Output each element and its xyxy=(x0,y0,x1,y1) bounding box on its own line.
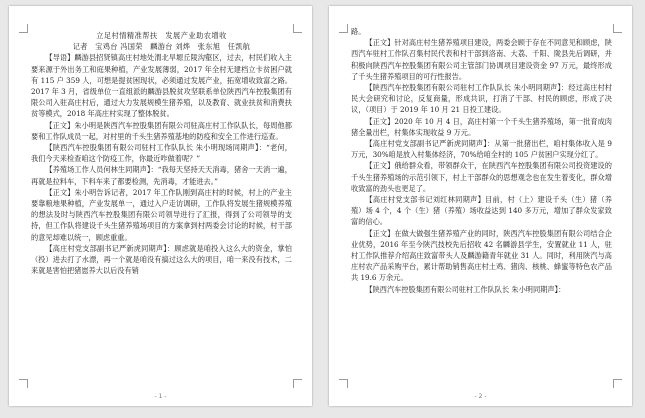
page-corner-mark xyxy=(613,24,622,33)
paragraph: 【正文】2020 年 10 月 4 日，高庄村第一个千头生猪养殖场，第一批育成肉猪全量出栏，村集体实现收益 9 万元。 xyxy=(351,116,612,137)
page-number: - 1 - xyxy=(154,393,167,400)
page-corner-mark xyxy=(613,379,622,388)
paragraph: 【高庄村党支部副书记严新虎同期声】：顾虑就是咱投入这么大的资金，掌怕（投）进去打了水漂，再一个就是咱没有搞过这么大的项目，咱一来没有技术，二来就是害怕把猪崽养大以后没有销 xyxy=(31,243,292,276)
paragraph: 【陕西汽车控股集团有限公司驻村工作队队长 朱小明现场同期声】：“老何，我们今天来检查咱这个防疫工作，你最近咋做着呢？” xyxy=(31,143,292,164)
paragraph: 【正文】针对高庄村生猪养殖项目建设，两委会顾于存在不同意见和顾虑，陕西汽车驻村工作队召集村民代表和村干部到洛南、大荔、千阳、陇县先后调研，并积极向陕西汽车控股集团有限公司主管部门协调项目建设资金 97 万元，最终形成了千头生猪养殖项目的可行性报告。 xyxy=(351,38,612,81)
page-corner-mark xyxy=(339,379,348,388)
page-corner-mark xyxy=(293,379,302,388)
paragraph: 【正文】俄给群众看，带领群众干，在陕西汽车控股集团有限公司投资建设的千头生猪养殖场的示范引领下，村上干部群众的思想观念也在发生着变化，群众增收致富的劲头也更足了。 xyxy=(351,161,612,193)
paragraph: 【正文】在做大做强生猪养殖产业的同时，陕西汽车控股集团有限公司结合企业优势，2016 年至今陕汽技校先后招收 42 名麟游县学生，安置就业 11 人，驻村工作队推荐介绍高庄致富带头人及麟游籍青年就业 31 人。同时，利用陕汽与高庄村农产品采购平台，累计帮助销售高庄村土鸡、猪肉、核桃、蜂蜜等特色农产品共 19.6 万余元。 xyxy=(351,228,612,283)
document-page-1 xyxy=(9,6,312,406)
paragraph-intro: 【导语】麟游县招贤镇高庄村地处渭北旱塬丘陵沟壑区，过去，村民们收入主要来源于外出务工和庭果种植，产业发展薄弱，2017 年全村无建档立卡贫困户就有 115 户 359 人，可想是提贫困现状，必须通过发展产业，拓宽增收致富之路。2017 年 3 月，省级单位一直组派的麟游县脱贫攻坚联系单位陕西汽车控股集团有限公司入驻高庄村后，通过大力发展规模生猪养殖，以及教育、就业扶贫和消费扶贫等模式，2018 年高庄村实现了整体脱贫。 xyxy=(31,53,292,119)
page-2-body[interactable] xyxy=(351,26,612,384)
paragraph: 【高庄村党支部副书记严新虎同期声】：从第一批猪出栏，咱村集体收入是 9 万元，30%咱是放入村集体经济，70%给咱全村的 105 户贫困户实现分红了。 xyxy=(351,139,612,160)
paragraph: 【陕西汽车控股集团有限公司驻村工作队队长 朱小明同期声】： xyxy=(365,284,566,294)
paragraph: 【高庄村党支部书记刘红林同期声】目前，村（上）建设千头（生）猪（养殖）场 4 个，4 个（生）猪（养殖）场收益达到 140 多万元，增加了群众发家致富的信心。 xyxy=(351,195,612,227)
document-page-2 xyxy=(329,6,632,406)
paragraph: 【正文】朱小明告诉记者，2017 年工作队刚到高庄村的时候，村上的产业主要靠粮地果种植，产业发展单一，通过入户走访调研，工作队将发展生猪规模养殖的想法及时与陕西汽车控股集团有限公司领导进行了汇报，得到了公司领导的支持，但工作队将建设千头生猪养殖场项目的方案拿到村两委会讨论的时候，村干部的意见却难以统一，顾虑重重。 xyxy=(31,187,292,242)
paragraph: 【养殖场工作人员何林生同期声】：“我每天坚持天天消毒，猪舍一天消一遍，再就是拉料车，下料车来了都要检测，先消毒，才能进去。” xyxy=(31,165,292,186)
page-corner-mark xyxy=(293,24,302,33)
page-corner-mark xyxy=(19,24,28,33)
paragraph: 【正文】朱小明是陕西汽车控股集团有限公司驻高庄村工作队队长，每周他都要和工作队成员一起，对村里的千头生猪养殖基地的防疫和安全工作进行巡查。 xyxy=(31,120,292,141)
document-title: 立足村情精准帮扶 发展产业助农增收 xyxy=(96,31,227,40)
page-number: - 2 - xyxy=(474,393,487,400)
page-1-body[interactable] xyxy=(31,30,292,384)
paragraph: 【陕西汽车控股集团有限公司驻村工作队队长 朱小明同期声】：经过高庄村村民大会研究和讨论，反复商量，形成共识，打消了干部、村民的顾虑，形成了决议，（项目）于 2019 年 10 月 21 日投工建设。 xyxy=(351,83,612,115)
page-number-value: 1 xyxy=(158,393,163,400)
paragraph-continuation: 路。 xyxy=(351,27,366,36)
page-corner-mark xyxy=(19,379,28,388)
page-corner-mark xyxy=(339,24,348,33)
page-number-value: 2 xyxy=(478,393,483,400)
document-authors: 记者 宝鸡台 冯国荣 麟游台 刘烨 张东旭 任凯航 xyxy=(72,42,251,52)
